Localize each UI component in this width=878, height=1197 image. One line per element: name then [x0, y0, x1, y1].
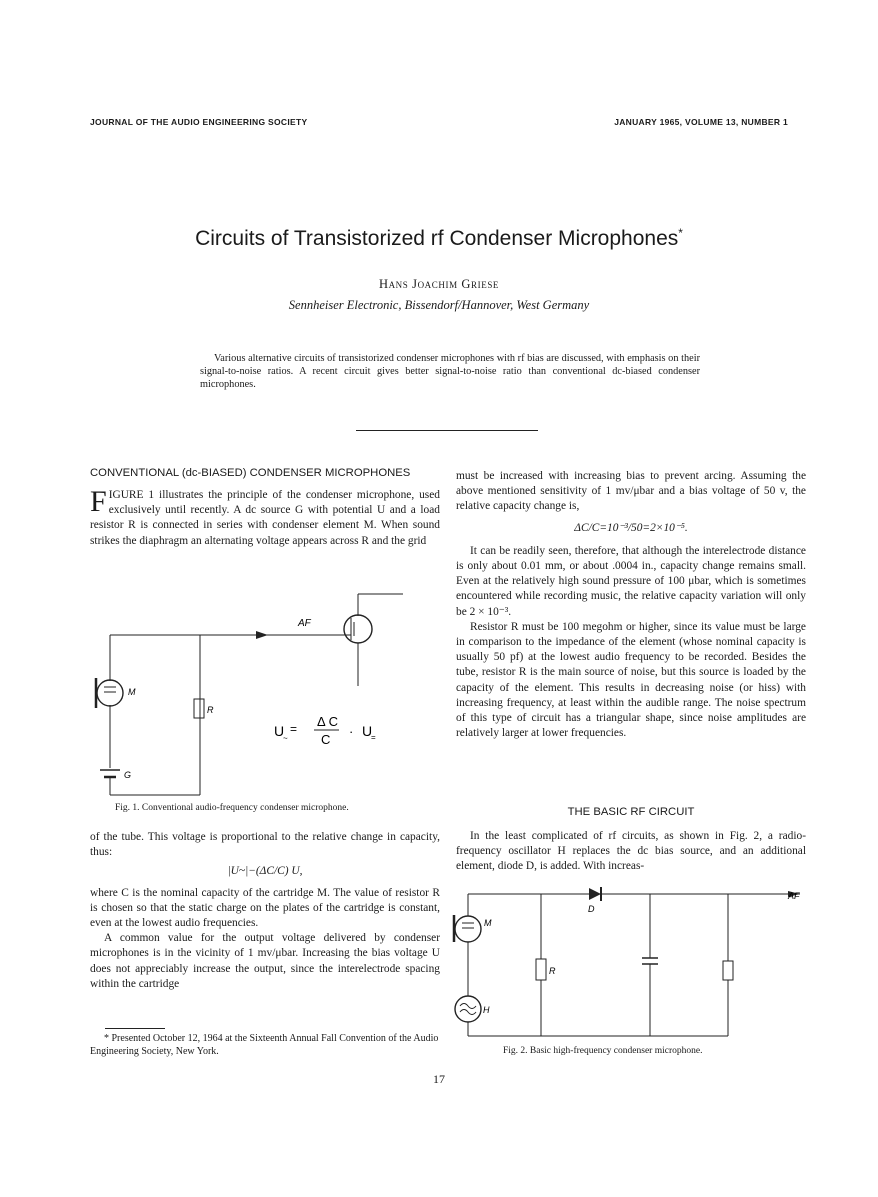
fig1-label-g: G [124, 770, 132, 780]
issue-header: JANUARY 1965, VOLUME 13, NUMBER 1 [614, 117, 788, 127]
left-para-4: A common value for the output voltage delivered by condenser microphones is in the vicinity of 1 mv/μbar. Increasing the bias voltage U does not appreciably increase the output, since the interelectrode spacing within the cartridge [90, 932, 440, 990]
fig1-caption: Fig. 1. Conventional audio-frequency condenser microphone. [115, 803, 349, 813]
title-footnote-mark: * [678, 226, 683, 240]
fig2-label-m: M [484, 918, 492, 928]
fig1-formula-dot: · [349, 724, 354, 739]
fig1-formula-u2: U [362, 723, 373, 739]
fig1-label-af: AF [298, 618, 311, 629]
right-para-4: In the least complicated of rf circuits, as shown in Fig. 2, a radio-frequency oscillator H replaces the dc bias source, and an additional element, diode D, is added. With increas- [456, 830, 806, 873]
divider [356, 430, 538, 431]
figure-1 [90, 578, 440, 800]
fig1-formula-sub2: = [371, 733, 376, 742]
fig1-formula-dc: Δ C [317, 714, 338, 729]
paper-title [0, 226, 878, 251]
page-number: 17 [433, 1072, 445, 1086]
right-column-text [456, 469, 806, 741]
section-heading-conventional: CONVENTIONAL (dc-BIASED) CONDENSER MICROPHONES [90, 467, 411, 479]
fig1-label-r: R [207, 705, 214, 715]
fig2-label-af: AF [788, 891, 800, 901]
figure-2 [450, 882, 810, 1042]
equation-2: ΔC/C=10⁻³/50=2×10⁻⁵. [574, 521, 688, 534]
right-para-3: Resistor R must be 100 megohm or higher, since its value must be large in comparison to the impedance of the element (whose nominal capacity is usually 50 pf) at the lowest audio frequency to be recorded. Besides the tube, resistor R is the main source of noise, but this source is loaded by the capacity of the element. This results in decreasing noise (or hiss) with increasing frequency, at least within the audible range. The noise spectrum of this type of circuit has a triangular shape, since noise amplitudes are relatively larger at lower frequencies. [456, 620, 806, 740]
abstract: Various alternative circuits of transistorized condenser microphones with rf bias are discussed, with emphasis on their signal-to-noise ratios. A recent circuit gives better signal-to-noise ratio than conventional dc-biased condenser microphones. [200, 353, 700, 391]
left-para-3: where C is the nominal capacity of the cartridge M. The value of resistor R is chosen so that the static charge on the plates of the cartridge is constant, even at the lowest audio frequencies. [90, 886, 440, 930]
fig1-formula-sub1: ~ [283, 734, 288, 743]
fig1-formula-u1: U [274, 723, 285, 739]
section-heading-rf: THE BASIC RF CIRCUIT [567, 806, 695, 818]
fig1-formula-c: C [321, 732, 331, 747]
left-para-2-text: of the tube. This voltage is proportional to the relative change in capacity, thus: [90, 831, 440, 859]
footnote: * Presented October 12, 1964 at the Sixteenth Annual Fall Convention of the Audio Engineering Society, New York. [90, 1033, 439, 1057]
affiliation: Sennheiser Electronic, Bissendorf/Hannover, West Germany [288, 298, 590, 312]
journal-header: JOURNAL OF THE AUDIO ENGINEERING SOCIETY [90, 117, 308, 127]
drop-cap: F [90, 485, 107, 518]
footnote-rule [105, 1028, 165, 1029]
right-para-2: It can be readily seen, therefore, that although the interelectrode distance is only about 0.01 mm, or about .0004 in., capacity change remains small. Even at the relatively high sound pressure of 100 μbar, which is sometimes encountered while recording music, the relative capacity variation will only be 2 × 10⁻³. [456, 544, 806, 618]
fig2-label-d: D [588, 904, 595, 914]
left-para-1-text: IGURE 1 illustrates the principle of the condenser microphone, used exclusively until recently. A dc source G with potential U and a load resistor R is connected in series with condenser element M. When sound strikes the diaphragm an alternating voltage appears across R and the grid [90, 489, 440, 547]
fig2-label-r: R [549, 966, 556, 976]
equation-1: |U~|−(ΔC/C) U, [227, 865, 303, 878]
left-para-2 [90, 830, 440, 992]
right-para-1: must be increased with increasing bias to prevent arcing. Assuming the above mentioned sensitivity of 1 mv/μbar and a bias voltage of 50 v, the relative capacity change is, [456, 470, 806, 513]
author: Hans Joachim Griese [378, 277, 500, 291]
fig1-label-m: M [128, 687, 136, 697]
left-para-1 [90, 485, 440, 549]
fig2-caption: Fig. 2. Basic high-frequency condenser microphone. [503, 1046, 703, 1056]
fig1-formula-eq: = [290, 722, 298, 736]
fig2-label-h: H [483, 1005, 490, 1015]
title-text: Circuits of Transistorized rf Condenser Microphones [195, 227, 679, 250]
